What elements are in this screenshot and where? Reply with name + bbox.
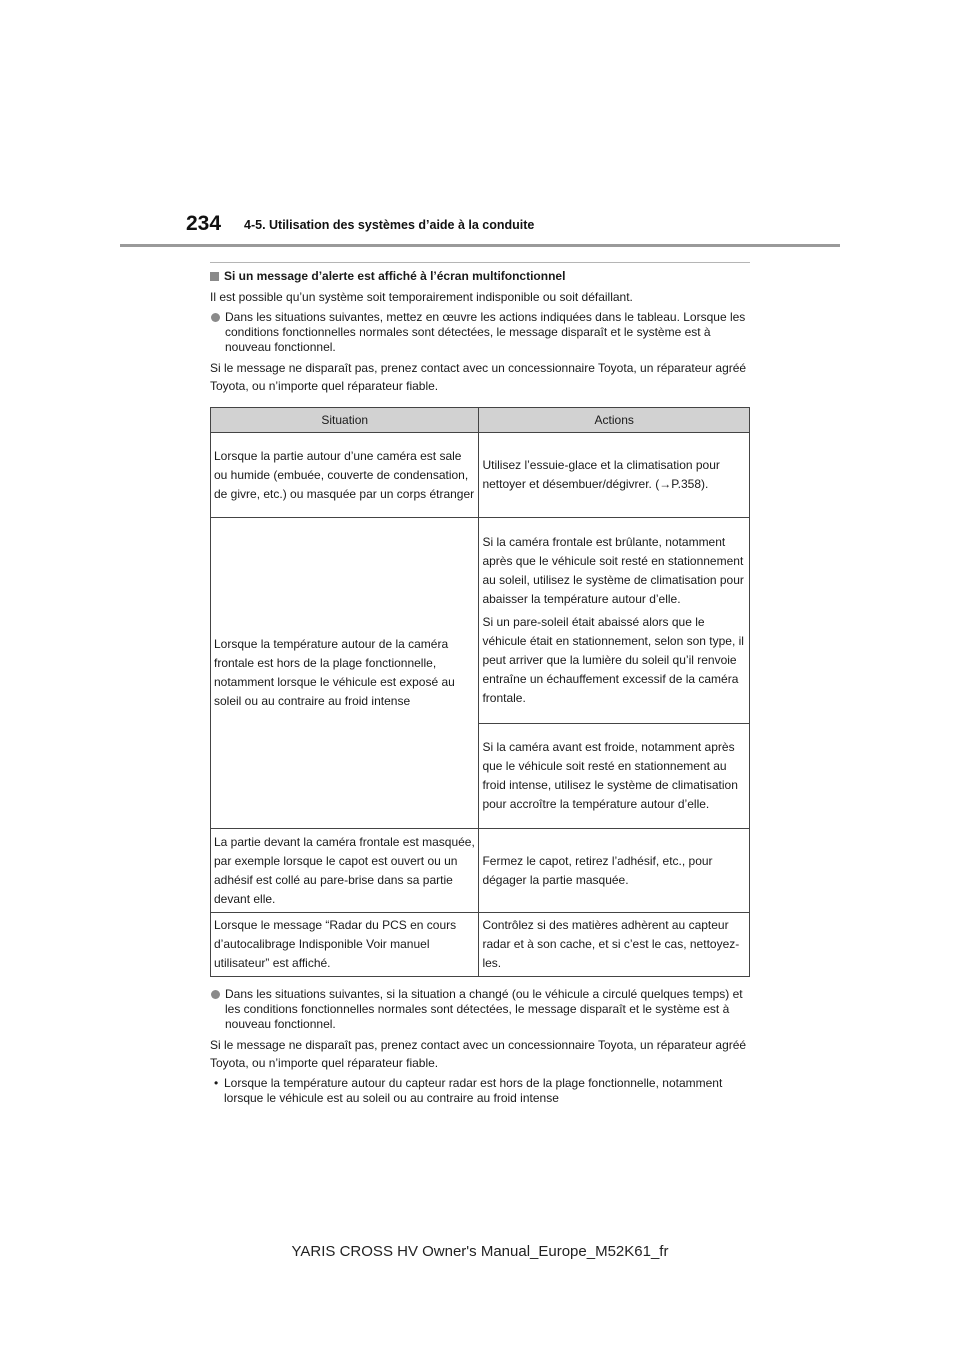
sub-bullet-text: Lorsque la température autour du capteur radar est hors de la plage fonctionnelle, notamment lorsque le véhicule est au soleil ou au contraire au froid intense xyxy=(224,1076,723,1105)
sub-bullet-item xyxy=(210,1076,750,1106)
intro-paragraph: Il est possible qu’un système soit temporairement indisponible ou soit défaillant. xyxy=(210,290,633,304)
action-paragraph: Si la caméra frontale est brûlante, notamment après que le véhicule soit resté en stationnement au soleil, utilisez le système de climatisation pour abaisser la température autour d’elle. xyxy=(482,535,744,606)
contact-paragraph: Si le message ne disparaît pas, prenez contact avec un concessionnaire Toyota, un réparateur agréé Toyota, ou n’importe quel réparateur fiable. xyxy=(210,361,747,393)
sub-bullet-dot: • xyxy=(214,1076,219,1090)
header-rule xyxy=(120,244,840,247)
subheading-text: Si un message d’alerte est affiché à l’écran multifonctionnel xyxy=(224,269,566,283)
table-header-situation: Situation xyxy=(211,408,479,433)
page-content xyxy=(210,262,750,1108)
table-row xyxy=(211,913,750,977)
subheading xyxy=(210,269,750,284)
square-bullet-icon xyxy=(210,272,219,281)
table-row xyxy=(211,518,750,724)
contact-paragraph: Si le message ne disparaît pas, prenez contact avec un concessionnaire Toyota, un réparateur agréé Toyota, ou n’importe quel réparateur fiable. xyxy=(210,1038,747,1070)
table-header-row xyxy=(211,408,750,433)
table-cell-action: Si la caméra avant est froide, notamment après que le véhicule soit resté en stationnement au froid intense, utilisez le système de climatisation pour accroître la température autour d’elle. xyxy=(479,724,750,829)
table-row xyxy=(211,433,750,518)
bullet-item xyxy=(210,310,750,355)
table-cell-action: Fermez le capot, retirez l’adhésif, etc., pour dégager la partie masquée. xyxy=(479,829,750,913)
bullet-text: Dans les situations suivantes, mettez en œuvre les actions indiquées dans le tableau. Lorsque les conditions fonctionnelles normales sont détectées, le message disparaît et le système est à nouveau fonctionnel. xyxy=(225,310,746,354)
section-divider xyxy=(210,262,750,263)
circle-bullet-icon xyxy=(211,313,220,322)
table-cell-action xyxy=(479,518,750,724)
table-cell-action: Contrôlez si des matières adhèrent au capteur radar et à son cache, et si c’est le cas, nettoyez-les. xyxy=(479,913,750,977)
table-row xyxy=(211,829,750,913)
page-footer: YARIS CROSS HV Owner's Manual_Europe_M52K61_fr xyxy=(291,1243,669,1260)
table-header-actions: Actions xyxy=(479,408,750,433)
table-cell-situation: La partie devant la caméra frontale est masquée, par exemple lorsque le capot est ouvert ou un adhésif est collé au pare-brise dans sa partie devant elle. xyxy=(211,829,479,913)
circle-bullet-icon xyxy=(211,990,220,999)
table-cell-action: Utilisez l’essuie-glace et la climatisation pour nettoyer et désembuer/dégivrer. (→P.358). xyxy=(479,433,750,518)
table-cell-situation: Lorsque la température autour de la caméra frontale est hors de la plage fonctionnelle, notamment lorsque le véhicule est exposé au soleil ou au contraire au froid intense xyxy=(211,518,479,829)
bullet-item xyxy=(210,987,750,1032)
page-number: 234 xyxy=(186,212,222,235)
table-cell-situation: Lorsque le message “Radar du PCS en cours d’autocalibrage Indisponible Voir manuel utilisateur” est affiché. xyxy=(211,913,479,977)
section-title: 4-5. Utilisation des systèmes d’aide à la conduite xyxy=(244,218,535,232)
table-cell-situation: Lorsque la partie autour d’une caméra est sale ou humide (embuée, couverte de condensation, de givre, etc.) ou masquée par un corps étranger xyxy=(211,433,479,518)
bullet-text: Dans les situations suivantes, si la situation a changé (ou le véhicule a circulé quelques temps) et les conditions fonctionnelles normales sont détectées, le message disparaît et le système est à nouveau fonctionnel. xyxy=(225,987,743,1031)
alert-actions-table xyxy=(210,407,750,977)
action-paragraph: Si un pare-soleil était abaissé alors que le véhicule était en stationnement, selon son type, il peut arriver que la lumière du soleil qu’il renvoie entraîne un échauffement excessif de la caméra frontale. xyxy=(482,615,744,705)
